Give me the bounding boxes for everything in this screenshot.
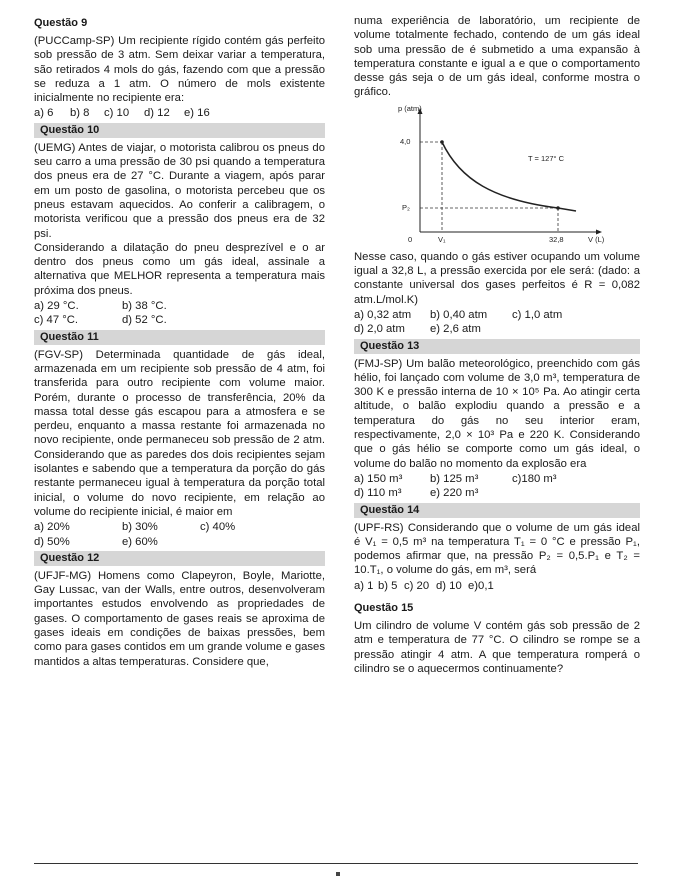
q9-option-c: c) 10 bbox=[104, 107, 130, 120]
q11-option-e: e) 60% bbox=[122, 535, 158, 548]
x-axis-arrow bbox=[596, 229, 602, 234]
question-9-text: (PUCCamp-SP) Um recipiente rígido contém gás perfeito sob pressão de 3 atm. Sem deixar variar a temperatura, são retirados 4 mols do gás, fazendo com que a pressão se reduza a 1 atm. O número de mols existente inicialmente no recipiente era: bbox=[34, 35, 325, 105]
q10-option-a: a) 29 °C. bbox=[34, 300, 79, 313]
page-number-mark bbox=[336, 872, 340, 876]
q13-option-e: e) 220 m³ bbox=[430, 487, 479, 500]
question-12-text-3: Nesse caso, quando o gás estiver ocupando um volume igual a 32,8 L, a pressão exercida por ele será: (dado: a constante universal dos gases perfeitos é R = 0,082 atm.L/mol.K) bbox=[354, 250, 640, 306]
question-11-options bbox=[34, 520, 325, 549]
pv-graph-svg bbox=[398, 104, 608, 244]
question-14-header: Questão 14 bbox=[354, 503, 640, 518]
q13-option-c: c)180 m³ bbox=[512, 472, 557, 485]
q11-option-c: c) 40% bbox=[200, 521, 236, 534]
left-column bbox=[34, 14, 325, 669]
question-12-options bbox=[354, 308, 640, 337]
q12-option-c: c) 1,0 atm bbox=[512, 308, 563, 321]
x-tick-v1: V₁ bbox=[438, 234, 446, 244]
q12-option-b: b) 0,40 atm bbox=[430, 308, 488, 321]
question-13-header: Questão 13 bbox=[354, 339, 640, 354]
question-13-text: (FMJ-SP) Um balão meteorológico, preenchido com gás hélio, foi lançado com volume de 3,0 m³, temperatura de 300 K e pressão interna de 10 × 10⁵ Pa. Ao atingir certa altitude, o balão explodiu quando a pressão e a temperatura do gás no seu interior eram, respectivamente, 2,0 × 10³ Pa e 220 K. Considerando que o gás hélio se comporte como um gás ideal, o volume do balão no momento da explosão era bbox=[354, 357, 640, 470]
pv-isotherm-graph bbox=[398, 104, 608, 244]
x-axis-label: V (L) bbox=[588, 234, 605, 244]
question-15-header: Questão 15 bbox=[354, 602, 414, 615]
question-12-header: Questão 12 bbox=[34, 551, 325, 566]
question-9-header: Questão 9 bbox=[34, 17, 88, 29]
question-10-text: (UEMG) Antes de viajar, o motorista calibrou os pneus do seu carro a uma pressão de 30 psi quando a temperatura dos pneus era de 27 °C. Durante a viagem, após parar em um posto de gasolina, o motorista percebeu que os pneus estavam aquecidos. Ao conferir a calibragem, o motorista verificou que a pressão dos pneus era de 32 psi. bbox=[34, 141, 325, 240]
x-tick-origin: 0 bbox=[408, 234, 413, 244]
y-axis-label: p (atm) bbox=[398, 103, 422, 113]
page-bottom-rule bbox=[34, 863, 638, 864]
q9-option-a: a) 6 bbox=[34, 107, 54, 120]
point-2 bbox=[556, 206, 560, 210]
question-10-text-2: Considerando a dilatação do pneu desprezível e o ar dentro dos pneus como um gás ideal, assinale a alternativa que MELHOR representa a temperatura mais próxima dos pneus. bbox=[34, 241, 325, 297]
question-10-header: Questão 10 bbox=[34, 123, 325, 138]
question-14-text: (UPF-RS) Considerando que o volume de um gás ideal é V₁ = 0,5 m³ na temperatura T₁ = 0 °C e pressão P₁, podemos afirmar que, na pressão P₂ = 0,5.P₁ e T₂ = 10.T₁, o volume do gás, em m³, será bbox=[354, 521, 640, 577]
right-column bbox=[354, 14, 640, 676]
q13-option-a: a) 150 m³ bbox=[354, 472, 403, 485]
question-10-options bbox=[34, 299, 325, 328]
y-tick-4: 4,0 bbox=[400, 136, 411, 146]
q9-option-e: e) 16 bbox=[184, 107, 210, 120]
question-12-text-continued: numa experiência de laboratório, um recipiente de volume totalmente fechado, contendo de um gás ideal sob uma pressão de é submetido a uma expansão à temperatura constante e igual a e que o comportamento desse gás seja o de um gás ideal, conforme mostra o gráfico. bbox=[354, 15, 640, 99]
question-12-text: (UFJF-MG) Homens como Clapeyron, Boyle, Mariotte, Gay Lussac, van der Walls, entre outros, desenvolveram importantes estudos envolvendo as propriedades de gases. O comportamento de gases reais se aproxima de gases ideais em condições de baixas pressões, bem como para gases contidos em um grande volume e gases mantidos a altas temperaturas. Considere que, bbox=[34, 569, 325, 668]
q12-option-d: d) 2,0 atm bbox=[354, 323, 405, 336]
question-11-text: (FGV-SP) Determinada quantidade de gás ideal, armazenada em um recipiente sob pressão de 4 atm, foi transferida para outro recipiente com volume maior. Porém, durante o processo de transferência, 20% da massa total desse gás escapou para a atmosfera e se perdeu, enquanto a massa restante foi armazenada no novo recipiente, onde permaneceu sob pressão de 2 atm. Considerando que as paredes dos dois recipientes sejam isolantes e sabendo que a temperatura da porção do gás restante permaneceu igual à temperatura da porção total inicial, o volume do novo recipiente, em relação ao volume do recipiente inicial, é maior em bbox=[34, 348, 325, 518]
question-9-options bbox=[34, 106, 325, 120]
x-tick-32-8: 32,8 bbox=[549, 234, 564, 244]
q13-option-d: d) 110 m³ bbox=[354, 487, 402, 500]
q11-option-a: a) 20% bbox=[34, 521, 70, 534]
q12-option-e: e) 2,6 atm bbox=[430, 323, 481, 336]
q10-option-b: b) 38 °C. bbox=[122, 300, 167, 313]
q10-option-c: c) 47 °C. bbox=[34, 314, 79, 327]
q14-option-e: e)0,1 bbox=[468, 579, 494, 592]
question-13-options bbox=[354, 472, 640, 501]
q9-option-d: d) 12 bbox=[144, 107, 170, 120]
point-1 bbox=[440, 140, 444, 144]
q12-option-a: a) 0,32 atm bbox=[354, 308, 412, 321]
q10-option-d: d) 52 °C. bbox=[122, 314, 167, 327]
question-15-text: Um cilindro de volume V contém gás sob pressão de 2 atm e temperatura de 77 °C. O cilindro se rompe se a pressão atingir 4 atm. A que temperatura romperá o cilindro se o aquecermos continuamente? bbox=[354, 620, 640, 675]
q14-option-c: c) 20 bbox=[404, 579, 430, 592]
q14-option-a: a) 1 bbox=[354, 579, 374, 592]
q13-option-b: b) 125 m³ bbox=[430, 472, 479, 485]
q11-option-d: d) 50% bbox=[34, 535, 70, 548]
question-11-header: Questão 11 bbox=[34, 330, 325, 345]
y-tick-p2: P₂ bbox=[402, 202, 410, 212]
curve-temperature-label: T = 127° C bbox=[528, 153, 565, 163]
q14-option-b: b) 5 bbox=[378, 579, 398, 592]
isotherm-curve bbox=[442, 142, 576, 211]
q11-option-b: b) 30% bbox=[122, 521, 158, 534]
question-14-options bbox=[354, 579, 640, 593]
q14-option-d: d) 10 bbox=[436, 579, 462, 592]
q9-option-b: b) 8 bbox=[70, 107, 90, 120]
